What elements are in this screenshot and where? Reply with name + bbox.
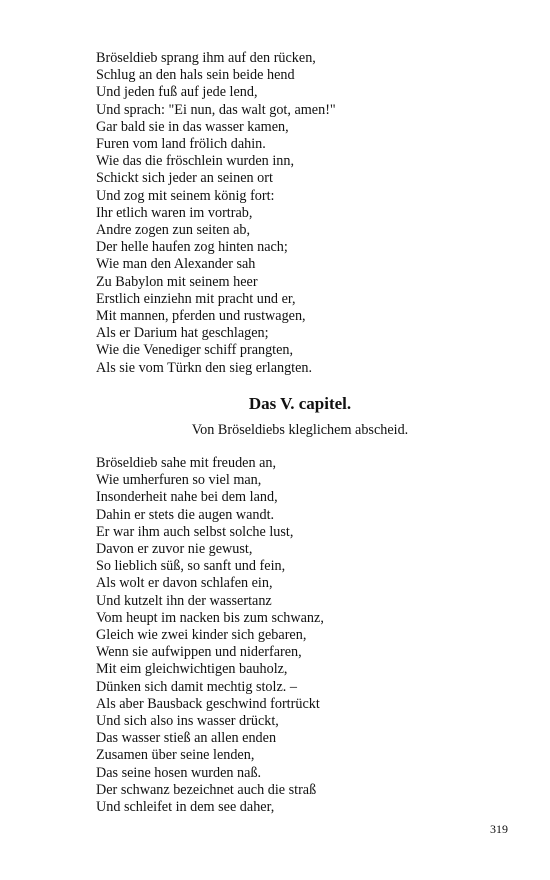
- verse-line: Das wasser stieß an allen enden: [96, 730, 277, 747]
- verse-line: Mit eim gleichwichtigen bauholz,: [96, 661, 288, 678]
- verse-line: Und zog mit seinem könig fort:: [96, 187, 275, 204]
- verse-line: Insonderheit nahe bei dem land,: [96, 489, 278, 506]
- verse-line: Und sprach: "Ei nun, das walt got, amen!": [96, 101, 336, 118]
- verse-line: Und kutzelt ihn der wassertanz: [96, 592, 272, 609]
- verse-line: Wie umherfuren so viel man,: [96, 472, 262, 489]
- verse-line: Ihr etlich waren im vortrab,: [96, 204, 253, 221]
- verse-line: Zusamen über seine lenden,: [96, 747, 255, 764]
- poem-stanza-2: [96, 455, 496, 816]
- verse-line: Davon er zuvor nie gewust,: [96, 541, 253, 558]
- verse-line: Vom heupt im nacken bis zum schwanz,: [96, 609, 324, 626]
- verse-line: Und sich also ins wasser drückt,: [96, 713, 279, 730]
- verse-line: Bröseldieb sprang ihm auf den rücken,: [96, 50, 316, 66]
- verse-line: Der schwanz bezeichnet auch die straß: [96, 781, 317, 798]
- verse-line: Dünken sich damit mechtig stolz. –: [96, 678, 297, 695]
- verse-line: Bröseldieb sahe mit freuden an,: [96, 455, 277, 471]
- verse-line: Und jeden fuß auf jede lend,: [96, 84, 258, 101]
- verse-line: So lieblich süß, so sanft und fein,: [96, 558, 286, 575]
- verse-line: Als er Darium hat geschlagen;: [96, 325, 269, 342]
- verse-line: Und schleifet in dem see daher,: [96, 799, 275, 816]
- chapter-subtitle: Von Bröseldiebs kleglichem abscheid.: [191, 422, 409, 438]
- verse-line: Gar bald sie in das wasser kamen,: [96, 118, 289, 135]
- verse-line: Wenn sie aufwippen und niderfaren,: [96, 644, 302, 661]
- verse-line: Zu Babylon mit seinem heer: [96, 273, 258, 290]
- page-number: 319: [490, 822, 508, 836]
- verse-line: Dahin er stets die augen wandt.: [96, 506, 275, 523]
- verse-line: Das seine hosen wurden naß.: [96, 764, 262, 781]
- verse-line: Wie das die fröschlein wurden inn,: [96, 153, 294, 170]
- verse-line: Erstlich einziehn mit pracht und er,: [96, 290, 296, 307]
- verse-line: Als wolt er davon schlafen ein,: [96, 575, 273, 592]
- verse-line: Der helle haufen zog hinten nach;: [96, 239, 288, 256]
- verse-line: Er war ihm auch selbst solche lust,: [96, 523, 294, 540]
- verse-line: Schickt sich jeder an seinen ort: [96, 170, 273, 187]
- verse-line: Mit mannen, pferden und rustwagen,: [96, 308, 306, 325]
- poem-stanza-1: [96, 50, 496, 377]
- verse-line: Schlug an den hals sein beide hend: [96, 67, 295, 84]
- verse-line: Furen vom land frölich dahin.: [96, 136, 266, 153]
- verse-line: Als sie vom Türkn den sieg erlangten.: [96, 359, 313, 376]
- chapter-title: Das V. capitel.: [248, 394, 352, 413]
- verse-line: Wie man den Alexander sah: [96, 256, 256, 273]
- verse-line: Als aber Bausback geschwind fortrückt: [96, 695, 320, 712]
- verse-line: Wie die Venediger schiff prangten,: [96, 342, 294, 359]
- verse-line: Andre zogen zun seiten ab,: [96, 222, 251, 239]
- verse-line: Gleich wie zwei kinder sich gebaren,: [96, 627, 307, 644]
